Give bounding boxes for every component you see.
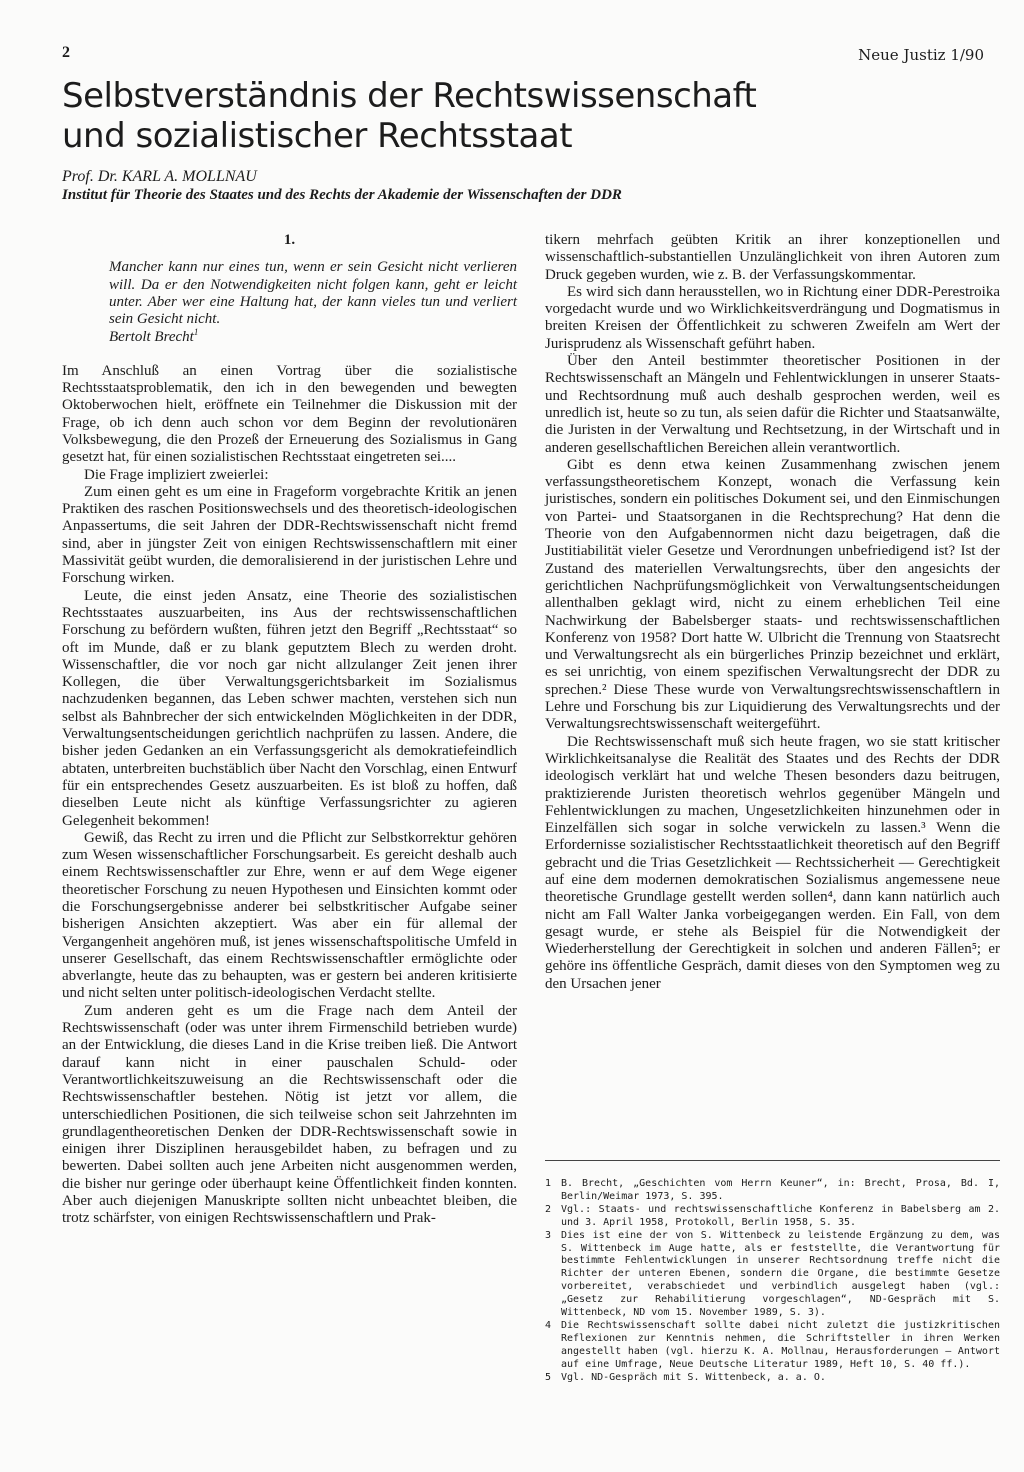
footnote-number: 5 [545,1371,552,1383]
page-number: 2 [62,44,70,61]
footnote-number: 4 [545,1319,552,1331]
body-paragraph: Zum anderen geht es um die Frage nach dem Anteil der Rechtswissenschaft (oder was unter ihrem Firmenschild betrieben wurde) an der Entwicklung, die dieses Land in die Krise treiben ließ. Die Antwort darauf kann nicht in einer pauschalen Schuld- oder Verantwortlichkeitszuweisung an die Rechtswissenschaft oder die Rechtswissenschaftler bestehen. Nötig ist jetzt vor allem, die unterschiedlichen Positionen, die sich teilweise schon seit Jahrzehnten im grundlagentheoretischen Denken der DDR-Rechtswissenschaft sowie in einigen ihrer Disziplinen herausgebildet haben, zu befragen und zu bewerten. Dabei sollten auch jene Arbeiten nicht ausgenommen werden, die bisher nur geringe oder überhaupt keine Öffentlichkeit finden konnten. Aber auch diejenigen Manuskripte sollten nicht unbeachtet bleiben, die trotz schärfster, von einigen Rechtswissenschaftlern und Prak- [62,1002,517,1227]
journal-reference: Neue Justiz 1/90 [858,46,984,64]
footnote [545,1320,1000,1372]
epigraph-author [109,329,517,346]
article-title-line-1: Selbstverständnis der Rechtswissenschaft [62,76,757,116]
footnote-number: 1 [545,1178,552,1189]
footnote-number: 2 [545,1203,552,1215]
footnote [545,1204,1000,1230]
footnote [545,1372,1000,1385]
author-institute: Institut für Theorie des Staates und des Rechts der Akademie der Wissenschaften der DDR [62,187,622,203]
left-text-column [62,232,517,1228]
body-paragraph: Leute, die einst jeden Ansatz, eine Theorie des sozialistischen Rechtsstaates auszuarbeiten, ins Aus der rechtswissenschaftlichen Forschung zu befördern wußten, führen jetzt den Begriff „Rechtsstaat“ so oft im Munde, daß er zu blank geputztem Blech zu werden droht. Wissenschaftler, die vor noch gar nicht allzulanger Zeit jenen ihrer Kollegen, die über Verwaltungsgerichtsbarkeit im Sozialismus nachzudenken begannen, das Leben schwer machten, verstehen sich nun selbst als Bahnbrecher der sich entwickelnden Möglichkeiten in der DDR, Verwaltungsentscheidungen gerichtlich nachprüfen zu lassen. Andere, die bisher jeden Gedanken an ein Verfassungsgericht als demokratiefeindlich abtaten, unterbreiten buchstäblich über Nacht den Vorschlag, einen Entwurf für ein entsprechendes Gesetz auszuarbeiten. Es ist bloß zu hoffen, daß dieselben Leute nicht als künftige Verfassungsrichter zu agieren Gelegenheit bekommen! [62,587,517,829]
footnotes-section [545,1160,1000,1385]
footnote [545,1178,1000,1204]
article-title [62,76,756,156]
footnote-marker: 1 [193,327,199,338]
epigraph [109,259,517,346]
footnote-text: Vgl.: Staats- und rechtswissenschaftliche Konferenz in Babelsberg am 2. und 3. April 1958, Protokoll, Berlin 1958, S. 35. [561,1203,1000,1228]
right-text-column [545,232,1000,993]
footnote-number: 3 [545,1229,552,1241]
footnote-text: Dies ist eine der von S. Wittenbeck zu leistende Ergänzung zu dem, was S. Wittenbeck im Auge hatte, als er feststellte, die Verantwortung für bestimmte Fehlentwicklungen in unserer Rechtsordnung treffe nicht die Richter der unteren Ebenen, sondern die Organe, die bestimmte Gesetze vorbereitet, verabschiedet und verbindlich ausgelegt haben (vgl.: „Gesetz zur Rehabilitierung vorgeschlagen“, ND-Gespräch mit S. Wittenbeck, ND vom 15. November 1989, S. 3). [561,1229,1000,1319]
footnote-text: Die Rechtswissenschaft sollte dabei nicht zuletzt die justizkritischen Reflexionen zur Kenntnis nehmen, die Schriftsteller in ihren Werken angestellt haben (vgl. hierzu K. A. Mollnau, Herausforderungen – Antwort auf eine Umfrage, Neue Deutsche Literatur 1989, Heft 10, S. 40 ff.). [561,1319,1000,1370]
body-paragraph: Im Anschluß an einen Vortrag über die sozialistische Rechtsstaatsproblematik, den ich in den bewegenden und bewegten Oktoberwochen hielt, eröffnete ein Teilnehmer die Diskussion mit der Frage, ob ich denn auch schon vor dem Beginn der revolutionären Volksbewegung, die den Prozeß der Erneuerung des Sozialismus in Gang gesetzt hat, für einen sozialistischen Rechtsstaat eingetreten sei.... [62,362,517,466]
body-paragraph: Die Rechtswissenschaft muß sich heute fragen, wo sie statt kritischer Wirklichkeitsanalyse die Realität des Staates und des Rechts der DDR ideologisch verklärt hat und welche Thesen besonders dazu beitrugen, praktizierende Juristen theoretisch wehrlos gegenüber Mängeln und Fehlentwicklungen zu machen, Ungesetzlichkeiten hinzunehmen oder in Einzelfällen sich sogar in solche verwickeln zu lassen.³ Wenn die Erfordernisse sozialistischer Rechtsstaatlichkeit theoretisch auf den Begriff gebracht und die Trias Gesetzlichkeit — Rechtssicherheit — Gerechtigkeit auf eine dem modernen demokratischen Sozialismus angemessene neue theoretische Grundlage gestellt werden sollen⁴, dann kann natürlich auch nicht am Fall Walter Janka vorbeigegangen werden. Ein Fall, von dem gesagt wurde, er stehe als Beispiel für die Notwendigkeit der Wiederherstellung der Gerechtigkeit in solchen und anderen Fällen⁵; er gehöre ins öffentliche Gespräch, damit dieses von den Symptomen weg zu den Ursachen jener [545,733,1000,992]
body-paragraph: Über den Anteil bestimmter theoretischer Positionen in der Rechtswissenschaft an Mängeln und Fehlentwicklungen in unserer Staats- und Rechtsordnung muß auch deshalb gesprochen werden, weil es unredlich ist, heute so zu tun, als seien dafür die Richter und Staatsanwälte, die Juristen in der Verwaltung und Rechtsetzung, in der Wirtschaft und in anderen gesellschaftlichen Bereichen allein verantwortlich. [545,353,1000,456]
footnote-text: Vgl. ND-Gespräch mit S. Wittenbeck, a. a. O. [561,1371,826,1383]
article-title-line-2: und sozialistischer Rechtsstaat [62,116,573,156]
author-name: Prof. Dr. KARL A. MOLLNAU [62,168,257,185]
body-paragraph: Es wird sich dann herausstellen, wo in Richtung einer DDR-Perestroika vorgedacht wurde und wo Wirklichkeitsverdrängung und Dogmatismus in breiten Kreisen der Öffentlichkeit zu schweren Zweifeln am Wert der Jurisprudenz als Wissenschaft geführt haben. [545,283,1000,352]
footnote-text: B. Brecht, „Geschichten vom Herrn Keuner“, in: Brecht, Prosa, Bd. I, Berlin/Weimar 1973, S. 395. [561,1178,1000,1202]
body-paragraph: Gewiß, das Recht zu irren und die Pflicht zur Selbstkorrektur gehören zum Wesen wissenschaftlicher Forschungsarbeit. Es gereicht deshalb auch einem Rechtswissenschaftler zur Ehre, wenn er auf dem Wege eigener theoretischer Forschung zu neuen Hypothesen und Einsichten kommt oder die Forschungsergebnisse anderer bei selbstkritischer Aufgabe seiner bisherigen Ansichten akzeptiert. Was aber ein für allemal der Vergangenheit angehören muß, ist jenes wissenschaftspolitische Umfeld in unserer Gesellschaft, das einem Rechtswissenschaftler ermöglichte oder abverlangte, heute das zu behaupten, was er gestern bei anderen kritisierte und nicht selten unter politisch-ideologischen Verdacht stellte. [62,829,517,1002]
body-paragraph: tikern mehrfach geübten Kritik an ihrer konzeptionellen und wissenschaftlich-substantiellen Unzulänglichkeit von ihren Autoren zum Druck gegeben wurden, wie z. B. der Verfassungskommentar. [545,232,1000,283]
body-paragraph: Die Frage impliziert zweierlei: [84,466,269,483]
body-paragraph: Gibt es denn etwa keinen Zusammenhang zwischen jenem verfassungstheoretischem Konzept, wonach die Verfassung kein juristisches, sondern ein politisches Dokument sei, und den Einmischungen von Partei- und Staatsorganen in die Rechtsprechung? Hat denn die Theorie von den Aufgabennormen nicht dazu beigetragen, daß die Justitiabilität vieler Gesetze und Verordnungen unbefriedigend ist? Ist der Zustand des materiellen Verwaltungsrechts, über den angesichts der gerichtlichen Nachprüfungsmöglichkeit von Verwaltungsentscheidungen allenthalben geklagt wird, nicht zu einem erheblichen Teil eine Nachwirkung der Babelsberger staats- und rechtswissenschaftlichen Konferenz von 1958? Dort hatte W. Ulbricht die Trennung von Staatsrecht und Verwaltungsrecht als ein bürgerliches Prinzip bezeichnet und erklärt, es sei unrichtig, von einem spezifischen Verwaltungsrecht der DDR zu sprechen.² Diese These wurde von Verwaltungsrechtswissenschaftlern in Lehre und Forschung bis zur Liquidierung des Verwaltungsrechts und der Verwaltungsrechtswissenschaft weitergeführt. [545,456,1000,733]
section-number: 1. [283,232,296,248]
body-paragraph: Zum einen geht es um eine in Frageform vorgebrachte Kritik an jenen Praktiken des raschen Positionswechsels und des theoretisch-ideologischen Anpassertums, die seit Jahren der DDR-Rechtswissenschaft nicht fremd sind, aber in jüngster Zeit von einigen Rechtswissenschaftlern mit einer Massivität geübt wurden, die demoralisierend in der juristischen Lehre und Forschung wirken. [62,483,517,587]
epigraph-author-name: Bertolt Brecht [109,329,194,346]
footnote [545,1230,1000,1320]
epigraph-text: Mancher kann nur eines tun, wenn er sein Gesicht nicht verlieren will. Da er den Notwendigkeiten nicht folgen kann, geht er leicht unter. Aber wer eine Haltung hat, der kann vieles tun und verliert sein Gesicht nicht. [109,259,517,328]
